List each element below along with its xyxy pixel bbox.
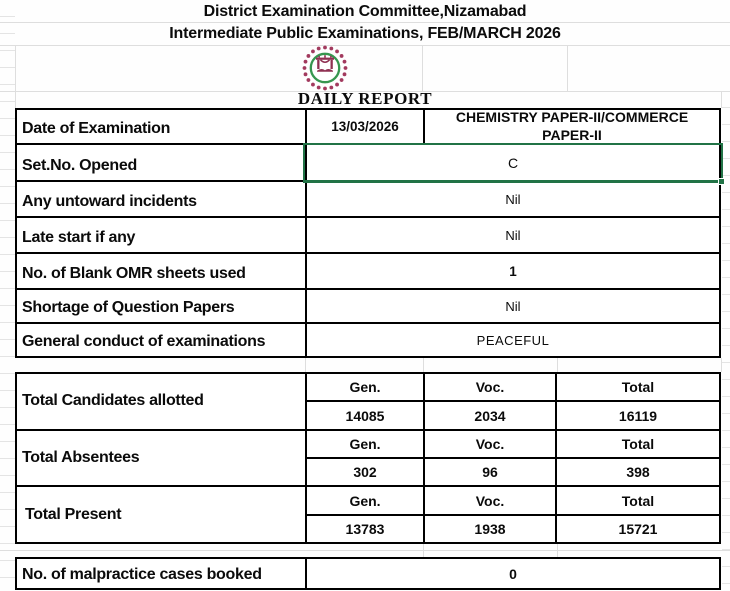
header-cell-total[interactable]: Total [621,435,655,452]
value-cell-absent-gen[interactable]: 302 [307,459,425,485]
table-row [307,487,719,515]
table-row [17,218,719,254]
committee-title-cell[interactable]: District Examination Committee,Nizamabad [203,3,527,20]
gridline [721,358,722,372]
fill-handle[interactable] [718,178,725,185]
gridline [0,45,730,46]
gridline [0,550,730,551]
value-cell-absent-voc[interactable]: 96 [425,459,557,485]
gridline [422,45,423,91]
header-cell-total[interactable]: Total [621,492,655,509]
value-cell-late-start[interactable]: Nil [505,227,521,243]
value-cell-shortage-question-papers[interactable]: Nil [505,298,521,314]
label-cell-blank-omr-used[interactable]: No. of Blank OMR sheets used [17,254,307,288]
gridline [423,358,424,372]
header-cell-total[interactable]: Total [621,379,655,396]
value-cell-general-conduct[interactable]: PEACEFUL [476,332,550,348]
active-cell-selection-border[interactable] [303,143,723,183]
gridline [423,544,424,557]
label-cell-date-of-examination[interactable]: Date of Examination [17,110,307,143]
table-row [17,182,719,218]
gridline [305,358,306,372]
header-cell-voc[interactable]: Voc. [425,374,557,400]
value-cell-absent-total[interactable]: 398 [626,464,650,481]
label-cell-late-start[interactable]: Late start if any [17,218,307,252]
value-cell-exam-date[interactable]: 13/03/2026 [307,110,425,143]
label-cell-shortage-question-papers[interactable]: Shortage of Question Papers [17,290,307,322]
label-cell-total-absentees[interactable]: Total Absentees [17,431,307,486]
label-cell-total-present[interactable]: Total Present [17,487,307,542]
header-cell-gen[interactable]: Gen. [307,374,425,400]
header-cell-voc[interactable]: Voc. [425,487,557,513]
gridline [557,544,558,557]
label-cell-general-conduct[interactable]: General conduct of examinations [17,324,307,356]
value-cell-allotted-voc[interactable]: 2034 [425,402,557,428]
table-row [307,431,719,459]
label-cell-total-candidates-allotted[interactable]: Total Candidates allotted [17,374,307,429]
value-cell-blank-omr-used[interactable]: 1 [509,263,517,279]
table-row [307,402,719,428]
header-cell-voc[interactable]: Voc. [425,431,557,457]
gridline [567,45,568,91]
table-row [17,110,719,145]
value-cell-exam-subject[interactable]: CHEMISTRY PAPER-II/COMMERCE PAPER-II [455,109,689,143]
gridline [557,358,558,372]
value-cell-present-gen[interactable]: 13783 [307,516,425,542]
label-cell-set-no-opened[interactable]: Set.No. Opened [17,145,307,180]
value-cell-present-voc[interactable]: 1938 [425,516,557,542]
value-cell-set-no-opened-selected[interactable]: C [507,154,519,171]
stats-block-candidates-allotted [17,374,719,431]
label-cell-malpractice-cases[interactable]: No. of malpractice cases booked [17,559,307,588]
exam-session-title-cell[interactable]: Intermediate Public Examinations, FEB/MARCH 2026 [169,25,561,42]
table-row [307,516,719,542]
left-margin-gridlines [0,0,15,591]
malpractice-table [15,557,721,590]
table-row [17,324,719,356]
table-row [17,254,719,290]
table-row [307,374,719,402]
stats-block-present [17,487,719,542]
right-margin-gridlines [722,91,730,591]
value-cell-present-total[interactable]: 15721 [618,520,658,537]
value-cell-untoward-incidents[interactable]: Nil [505,191,521,207]
stats-table [15,372,721,544]
stats-block-absentees [17,431,719,488]
board-emblem-logo [301,44,349,92]
table-row [307,459,719,485]
label-cell-untoward-incidents[interactable]: Any untoward incidents [17,182,307,216]
table-row [17,290,719,324]
value-cell-malpractice-cases[interactable]: 0 [509,565,517,582]
header-cell-gen[interactable]: Gen. [307,487,425,513]
value-cell-allotted-total[interactable]: 16119 [618,407,658,424]
value-cell-allotted-gen[interactable]: 14085 [307,402,425,428]
daily-report-heading-cell[interactable]: DAILY REPORT [297,89,433,108]
header-cell-gen[interactable]: Gen. [307,431,425,457]
